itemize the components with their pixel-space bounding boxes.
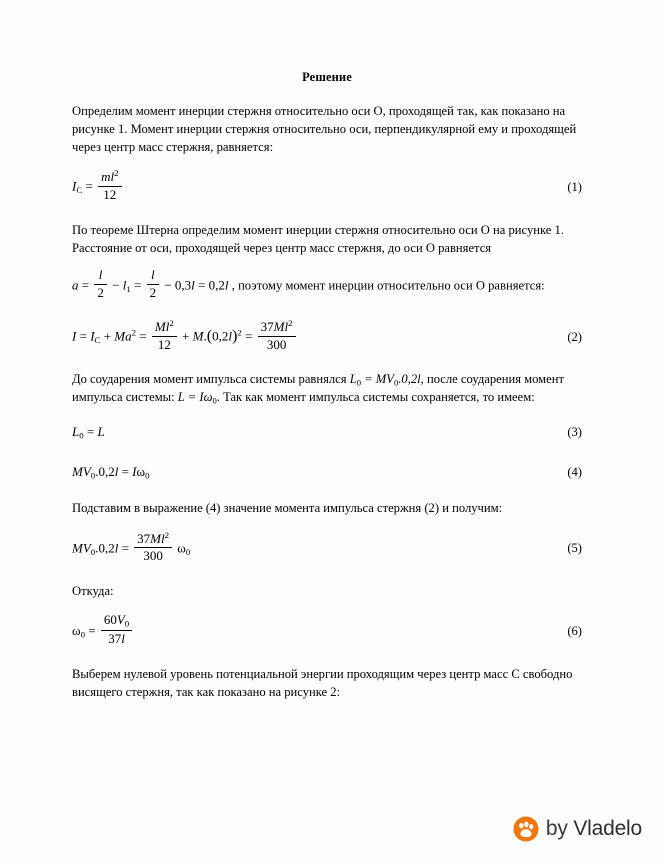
page-title: Решение: [302, 70, 352, 84]
paragraph-3-text: До соударения момент импульса системы равнялся: [72, 372, 350, 387]
equation-4-body: $MV_0.0,2l = I\omega_0$: [72, 463, 150, 481]
equation-3-body: $L_0 = L$: [72, 423, 105, 441]
equation-2-number: (2): [567, 329, 582, 344]
document-body: [72, 70, 582, 715]
paragraph-6: Выберем нулевой уровень потенциальной энергии проходящим через центр масс C свободно висящего стержня, так как показано на рисунке 2:: [72, 666, 573, 699]
equation-2: [72, 319, 582, 355]
watermark-text: [546, 817, 642, 841]
equation-6-number: (6): [567, 624, 582, 639]
equation-inline-a: [72, 267, 582, 303]
equation-inline-a-body: a = $\frac{l}{2}$ − $l_1$ = $\frac{l}{2}$ − 0,3l = 0,2l , поэтому момент инерции относительно оси O равняется:: [72, 267, 545, 301]
equation-5: [72, 531, 582, 567]
paragraph-5: Откуда:: [72, 583, 114, 598]
paragraph-3: До соударения момент импульса системы равнялся $L_0 = MV_0.0,2l$, после соударения момент импульса системы: $L = I\omega_0$. Так как момент импульса системы сохраняется, то имеем:: [72, 372, 564, 406]
paw-logo-icon: [513, 816, 539, 842]
equation-1-number: (1): [567, 180, 582, 195]
paragraph-2: По теореме Штерна определим момент инерции стержня относительно оси O на рисунке 1. Расстояние от оси, проходящей через центр масс стержня, до оси O равняется: [72, 222, 564, 255]
watermark: [513, 816, 642, 842]
inline-math-L0: $L_0 = MV_0.0,2l$: [349, 372, 421, 388]
equation-4: [72, 460, 582, 484]
equation-6: [72, 611, 582, 650]
equation-4-number: (4): [567, 464, 582, 479]
inline-math-L: $L = I\omega_0$: [177, 390, 217, 406]
equation-5-body: $MV_0.0,2l$ = $\frac{37Ml^2}{300}$ $\omega_0$: [72, 529, 191, 564]
equation-1-body: $I_C$ = $\frac{ml^2}{12}$: [72, 170, 124, 205]
equation-6-body: $\omega_0$ = $\frac{60V_0}{37l}$: [72, 615, 134, 649]
equation-3-number: (3): [567, 424, 582, 439]
equation-5-number: (5): [567, 541, 582, 556]
paragraph-1: Определим момент инерции стержня относительно оси O, проходящей так, как показано на рисунке 1. Момент инерции стержня относительно оси, перпендикулярной ему и проходящей через центр масс стержня, равняется:: [72, 104, 577, 154]
watermark-brand: Vladelo: [573, 817, 642, 840]
watermark-by: by: [545, 817, 568, 840]
equation-2-body: $I = I_C + Ma^2$ = $\frac{Ml^2}{12}$ + $M.(0,2l)^2$ = $\frac{37Ml^2}{300}$: [72, 320, 298, 355]
paragraph-4: Подставим в выражение (4) значение момента импульса стержня (2) и получим:: [72, 501, 503, 515]
equation-3: [72, 420, 582, 444]
equation-1: [72, 170, 582, 206]
